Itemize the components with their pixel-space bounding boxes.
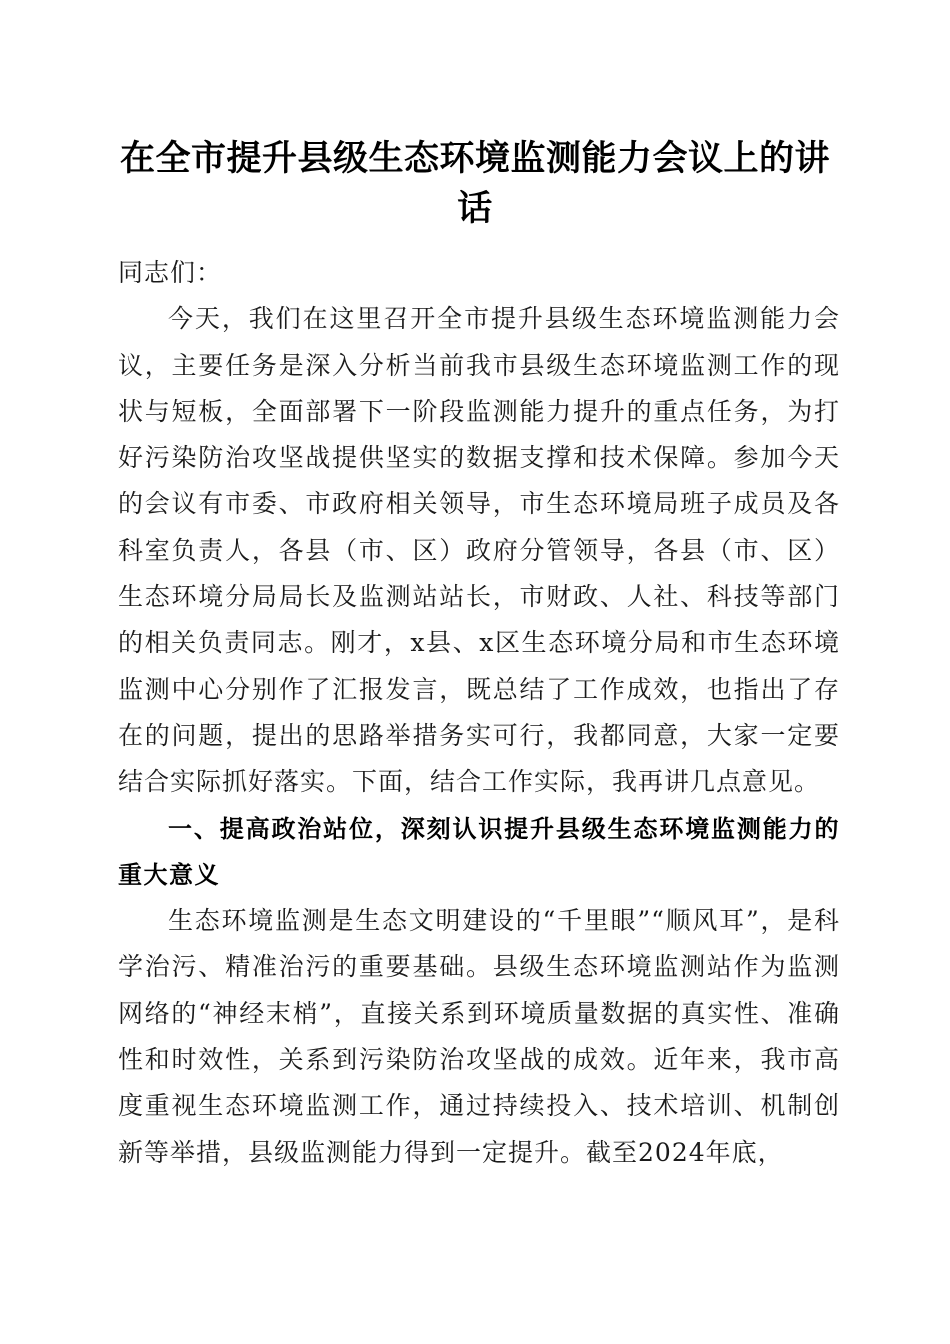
document-title: 在全市提升县级生态环境监测能力会议上的讲话 <box>119 138 830 229</box>
document-body <box>118 250 840 1176</box>
intro-paragraph: 今天，我们在这里召开全市提升县级生态环境监测能力会议，主要任务是深入分析当前我市县级生态环境监测工作的现状与短板，全面部署下一阶段监测能力提升的重点任务，为打好污染防治攻坚战提供坚实的数据支撑和技术保障。参加今天的会议有市委、市政府相关领导，市生态环境局班子成员及各科室负责人，各县（市、区）政府分管领导，各县（市、区）生态环境分局局长及监测站站长，市财政、人社、科技等部门的相关负责同志。刚才，x县、x区生态环境分局和市生态环境监测中心分别作了汇报发言，既总结了工作成效，也指出了存在的问题，提出的思路举措务实可行，我都同意，大家一定要结合实际抓好落实。下面，结合工作实际，我再讲几点意见。 <box>118 304 840 797</box>
section-heading-1: 一、提高政治站位，深刻认识提升县级生态环境监测能力的重大意义 <box>118 814 840 889</box>
section-1-paragraph: 生态环境监测是生态文明建设的“千里眼”“顺风耳”，是科学治污、精准治污的重要基础。县级生态环境监测站作为监测网络的“神经末梢”，直接关系到环境质量数据的真实性、准确性和时效性，关系到污染防治攻坚战的成效。近年来，我市高度重视生态环境监测工作，通过持续投入、技术培训、机制创新等举措，县级监测能力得到一定提升。截至2024年底， <box>118 906 840 1167</box>
salutation: 同志们： <box>118 258 223 287</box>
